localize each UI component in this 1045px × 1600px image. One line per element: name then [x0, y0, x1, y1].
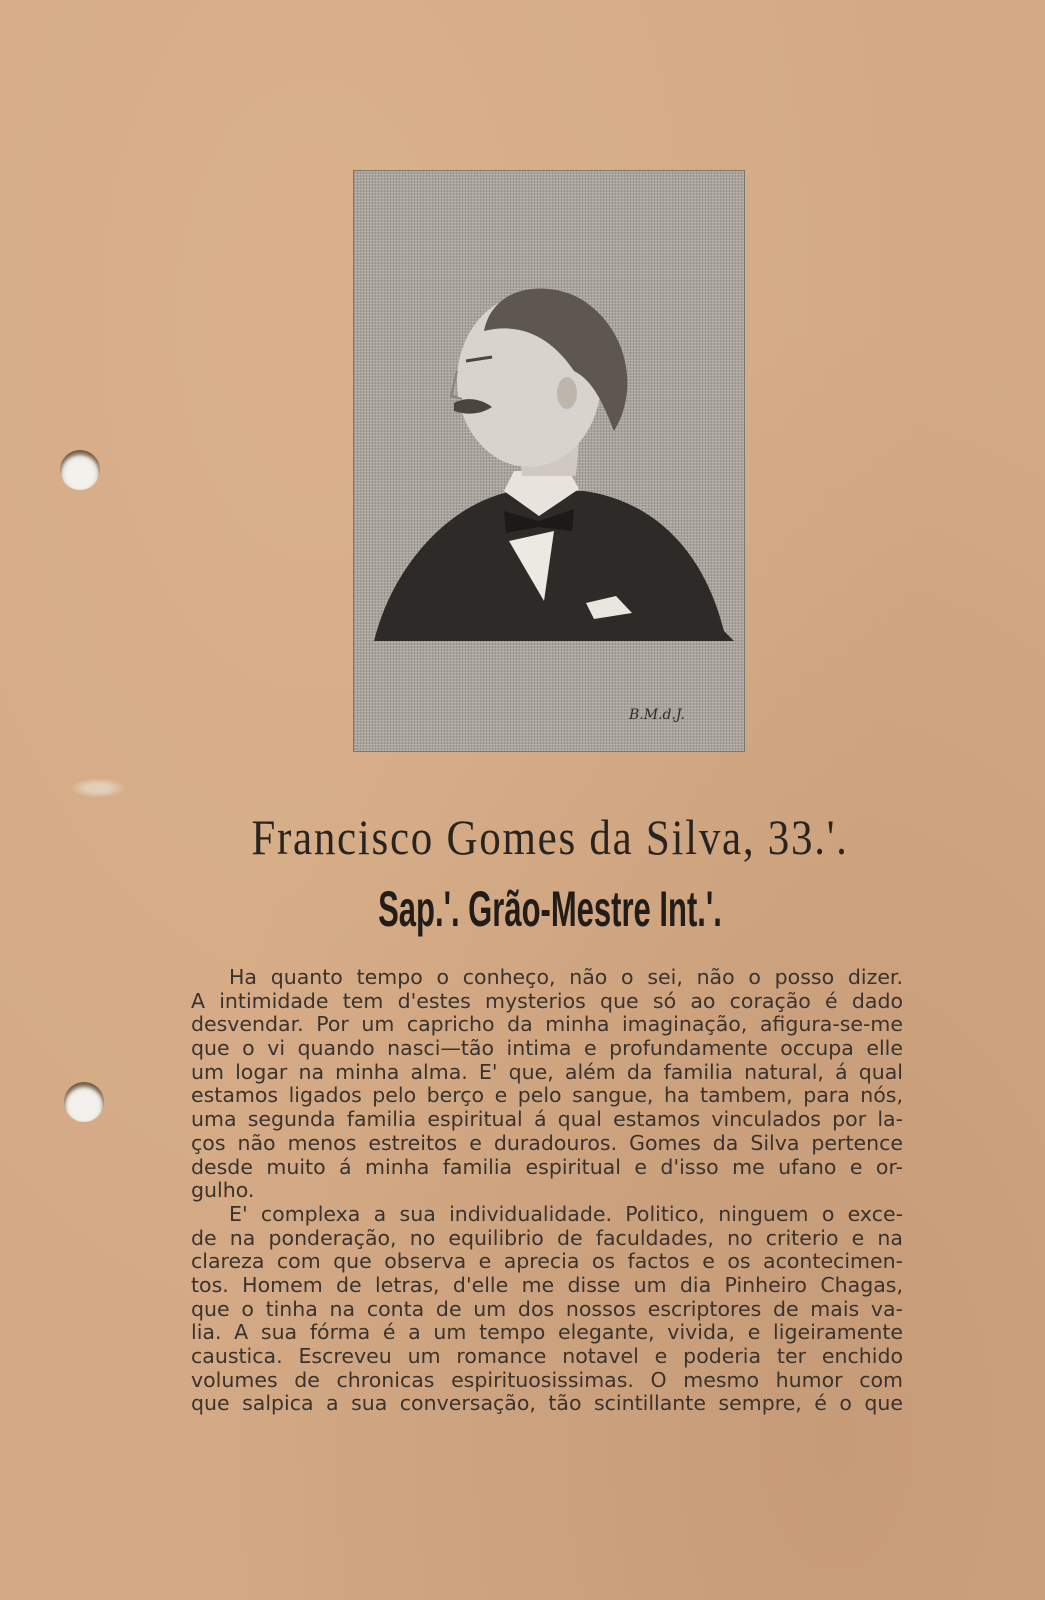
text-line: Ha quanto tempo o conheço, não o sei, não o posso dizer.	[229, 965, 903, 989]
text-line: E' complexa a sua individualidade. Politico, ninguem o exce-	[229, 1201, 903, 1226]
text-line: caustica. Escreveu um romance notavel e poderia ter enchido	[191, 1344, 903, 1368]
portrait-engraving	[353, 170, 745, 752]
text-line: ços não menos estreitos e duradouros. Gomes da Silva pertence	[191, 1130, 903, 1155]
text-line: tos. Homem de letras, d'elle me disse um dia Pinheiro Chagas,	[191, 1272, 903, 1297]
text-line: desvendar. Por um capricho da minha imaginação, afigura-se-me	[191, 1012, 903, 1037]
text-line: volumes de chronicas espirituosissimas. O mesmo humor com	[191, 1367, 903, 1392]
text-line: clareza com que observa e aprecia os factos e os acontecimen-	[191, 1249, 903, 1274]
text-line: que salpica a sua conversação, tão scintillante sempre, é o que	[191, 1391, 903, 1416]
coat-shape	[374, 491, 734, 641]
text-line: lia. A sua fórma é a um tempo elegante, vivida, e ligeiramente	[191, 1320, 903, 1345]
punch-hole	[60, 450, 100, 490]
subject-name: Francisco Gomes da Silva, 33.'.	[251, 809, 849, 865]
text-line: de na ponderação, no equilibrio de faculdades, no criterio e na	[191, 1225, 903, 1250]
punch-hole	[64, 1082, 104, 1122]
text-line: que o vi quando nasci—tão intima e profundamente occupa elle	[191, 1036, 903, 1061]
text-line: desde muito á minha familia espiritual e d'isso me ufano e or-	[191, 1154, 903, 1179]
subject-title: Sap.'. Grão-Mestre Int.'.	[378, 881, 722, 937]
portrait-illustration	[354, 171, 744, 751]
text-line: um logar na minha alma. E' que, além da familia natural, á qual	[191, 1059, 903, 1084]
paper-tear	[70, 778, 126, 798]
signature-mark: B.M.d.J.	[629, 707, 685, 723]
text-line: estamos ligados pelo berço e pelo sangue, ha tambem, para nós,	[191, 1083, 903, 1108]
text-line: A intimidade tem d'estes mysterios que só ao coração é dado	[191, 988, 903, 1013]
text-line: uma segunda familia espiritual á qual estamos vinculados por la-	[191, 1107, 903, 1132]
biography-text	[191, 966, 903, 1416]
ear-shape	[557, 377, 577, 409]
text-line: que o tinha na conta de um dos nossos escriptores de mais va-	[191, 1296, 903, 1321]
text-line: gulho.	[191, 1178, 255, 1203]
